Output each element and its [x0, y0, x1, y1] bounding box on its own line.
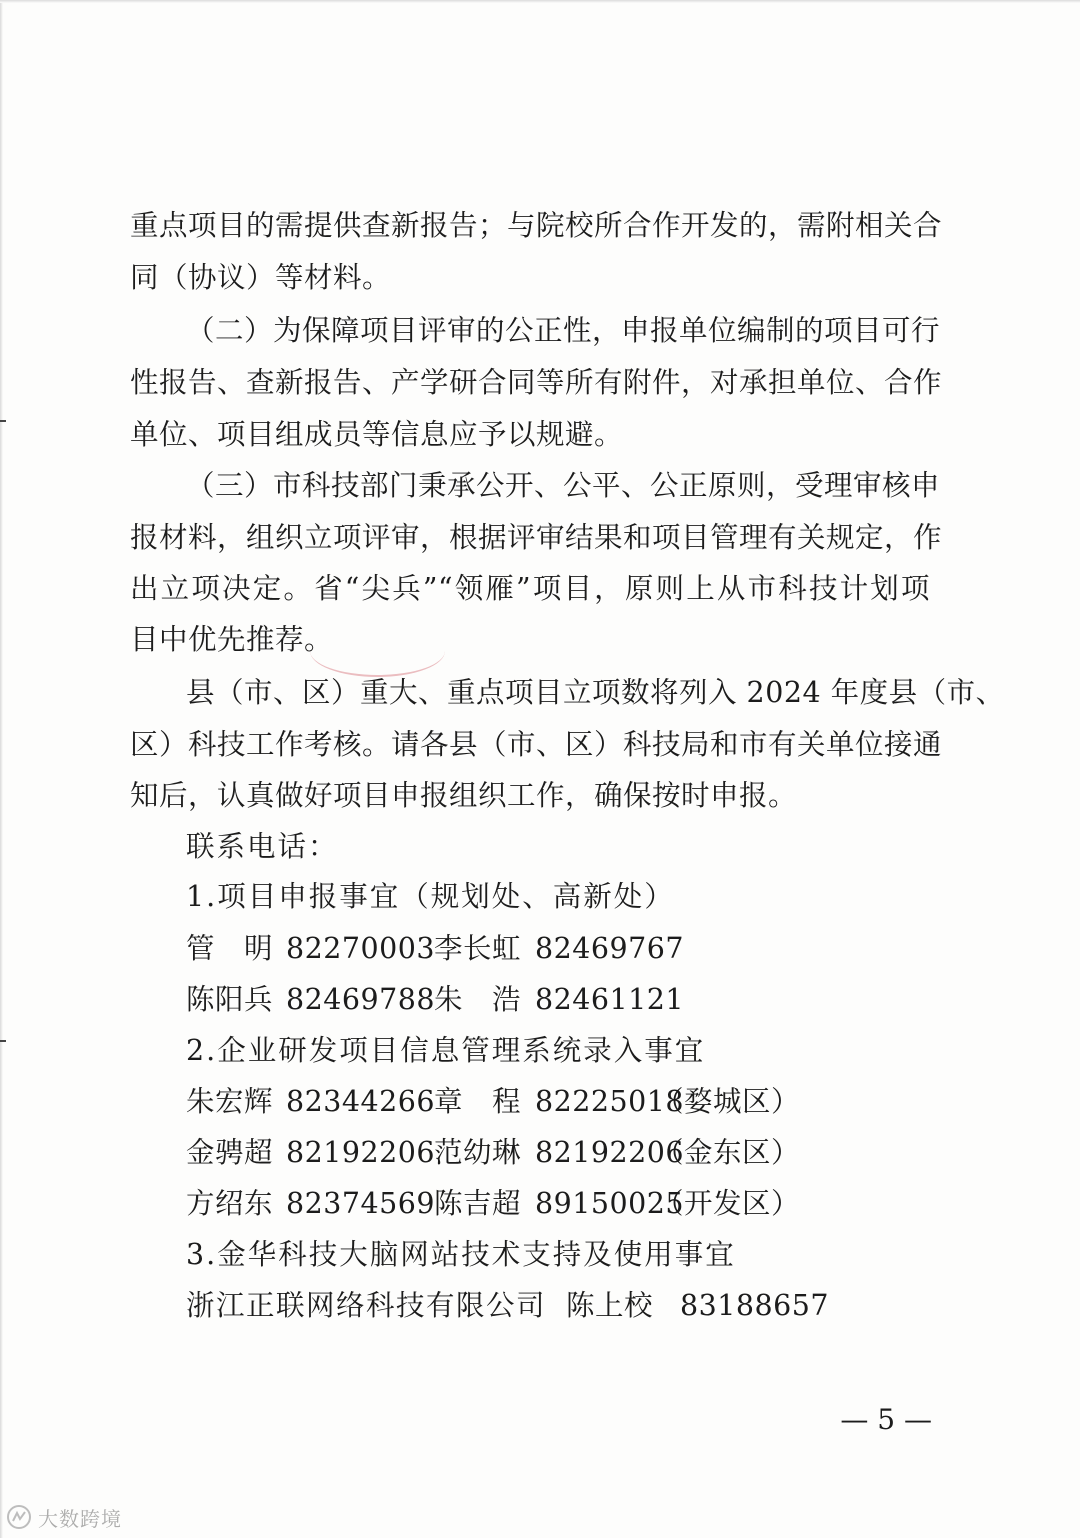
- scan-tick-mark: [0, 420, 6, 422]
- contact-row: [0, 1082, 1080, 1122]
- contact-name: 方绍东: [186, 1187, 274, 1220]
- contact-phone: 82192206: [286, 1136, 436, 1169]
- contacts-heading: 联系电话：: [186, 830, 339, 863]
- contact-name: 陈上校: [566, 1289, 654, 1322]
- paragraph-1-line-2: 同（协议）等材料。: [130, 261, 392, 294]
- contact-row: [0, 929, 1080, 969]
- contact-company: 浙江正联网络科技有限公司: [186, 1289, 547, 1322]
- watermark: [6, 1500, 122, 1534]
- scan-tick-mark: [0, 1040, 6, 1042]
- contact-name: 章 程: [434, 1085, 522, 1118]
- contacts-section-3-title: 3.金华科技大脑网站技术支持及使用事宜: [186, 1238, 736, 1271]
- contact-phone: 82344266: [286, 1085, 436, 1118]
- contact-name: 管 明: [186, 932, 274, 965]
- contact-row: [0, 1286, 1080, 1326]
- contacts-section-1-title: 1.项目申报事宜（规划处、高新处）: [186, 880, 675, 913]
- faint-stamp-mark: [310, 625, 445, 677]
- contact-phone: 83188657: [680, 1289, 830, 1322]
- page-number: — 5 —: [840, 1403, 932, 1436]
- contact-phone: 82374569: [286, 1187, 436, 1220]
- contacts-section-2-title: 2.企业研发项目信息管理系统录入事宜: [186, 1034, 706, 1067]
- contact-name: 陈阳兵: [186, 983, 274, 1016]
- paragraph-3-line-4: 目中优先推荐。: [130, 623, 334, 656]
- contact-name: 李长虹: [434, 932, 522, 965]
- paragraph-2-line-1: （二）为保障项目评审的公正性，申报单位编制的项目可行: [186, 314, 941, 347]
- contact-phone: 82469767: [535, 932, 685, 965]
- paragraph-3-line-2: 报材料，组织立项评审，根据评审结果和项目管理有关规定，作: [130, 521, 943, 554]
- contact-name: 朱 浩: [434, 983, 522, 1016]
- contact-phone: 89150025: [535, 1187, 685, 1220]
- watermark-logo-icon: [6, 1504, 32, 1530]
- paragraph-3-line-1: （三）市科技部门秉承公开、公平、公正原则，受理审核申: [186, 469, 941, 502]
- contact-phone: 82192206: [535, 1136, 685, 1169]
- contact-district-note: （婺城区）: [655, 1085, 801, 1118]
- contact-district-note: （开发区）: [655, 1187, 801, 1220]
- paragraph-1-line-1: 重点项目的需提供查新报告；与院校所合作开发的，需附相关合: [130, 209, 943, 242]
- contact-row: [0, 980, 1080, 1020]
- contact-district-note: （金东区）: [655, 1136, 801, 1169]
- contact-name: 朱宏辉: [186, 1085, 274, 1118]
- contact-row: [0, 1133, 1080, 1173]
- contact-name: 陈吉超: [434, 1187, 522, 1220]
- paragraph-4-line-1: 县（市、区）重大、重点项目立项数将列入 2024 年度县（市、: [186, 676, 1005, 709]
- watermark-text: 大数跨境: [38, 1506, 122, 1531]
- paragraph-4-line-2: 区）科技工作考核。请各县（市、区）科技局和市有关单位接通: [130, 728, 943, 761]
- contact-row: [0, 1184, 1080, 1224]
- contact-phone: 82270003: [286, 932, 436, 965]
- paragraph-2-line-3: 单位、项目组成员等信息应予以规避。: [130, 418, 624, 451]
- contact-name: 金骋超: [186, 1136, 274, 1169]
- contact-phone: 82461121: [535, 983, 685, 1016]
- scan-edge-top: [0, 0, 1080, 3]
- paragraph-2-line-2: 性报告、查新报告、产学研合同等所有附件，对承担单位、合作: [130, 366, 943, 399]
- paragraph-4-line-3: 知后，认真做好项目申报组织工作，确保按时申报。: [130, 779, 798, 812]
- contact-phone: 82469788: [286, 983, 436, 1016]
- contact-phone: 82225018: [535, 1085, 685, 1118]
- paragraph-3-line-3: 出立项决定。省“尖兵”“领雁”项目，原则上从市科技计划项: [130, 572, 930, 605]
- contact-name: 范幼琳: [434, 1136, 522, 1169]
